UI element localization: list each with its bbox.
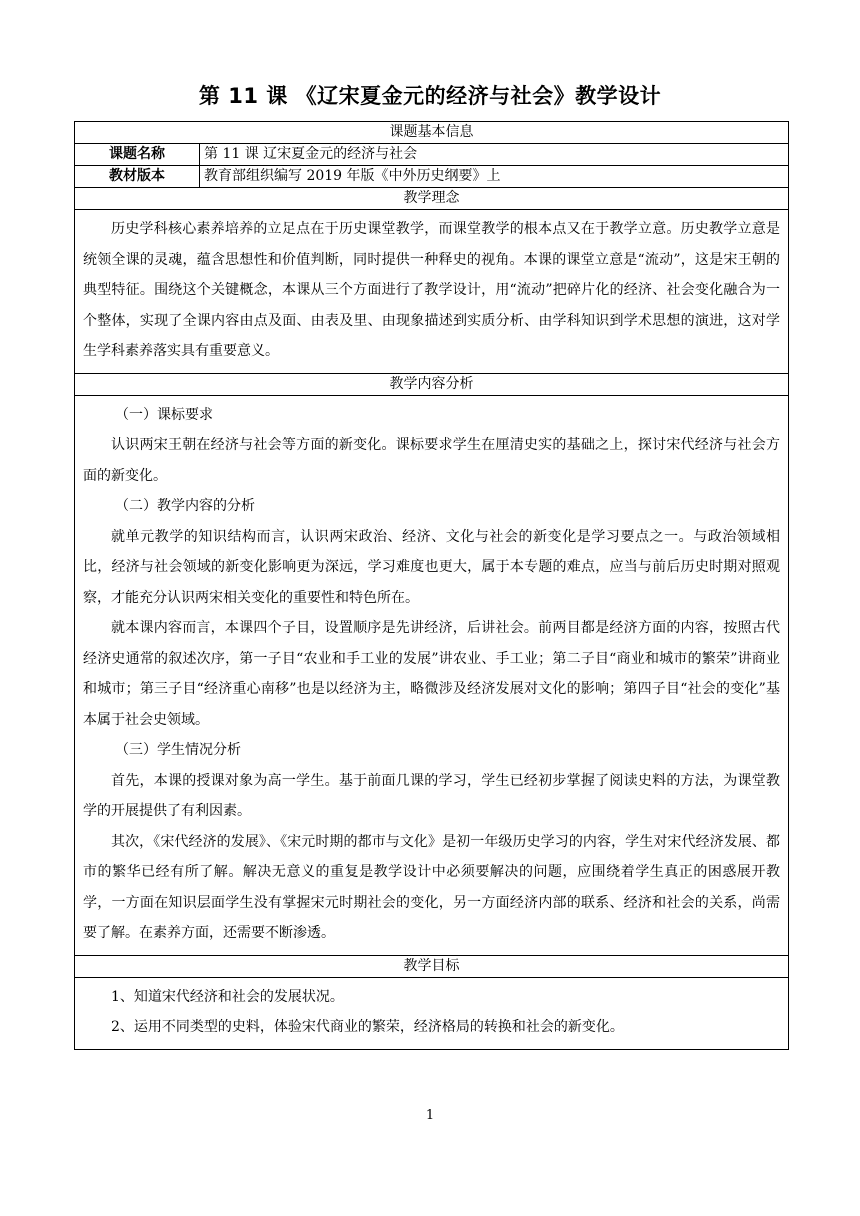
paragraph: 其次，《宋代经济的发展》、《宋元时期的都市与文化》是初一年级历史学习的内容，学生对宋代经济发展、都市的繁华已经有所了解。解决无意义的重复是教学设计中必须要解决的问题，应围绕着学生真正的困惑展开教学，一方面在知识层面学生没有掌握宋元时期社会的变化，另一方面经济内部的联系、经济和社会的关系，尚需要了解。在素养方面，还需要不断渗透。	[83, 833, 780, 941]
philosophy-paragraph: 历史学科核心素养培养的立足点在于历史课堂教学，而课堂教学的根本点又在于教学立意。历史教学立意是统领全课的灵魂，蕴含思想性和价值判断，同时提供一种释史的视角。本课的课堂立意是“流动”，这是宋王朝的典型特征。围绕这个关键概念，本课从三个方面进行了教学设计，用“流动”把碎片化的经济、社会变化融合为一个整体，实现了全课内容由点及面、由表及里、由现象描述到实质分析、由学科知识到学术思想的演进，这对学生学科素养落实具有重要意义。	[83, 221, 780, 359]
objective-item: 2、运用不同类型的史料，体验宋代商业的繁荣，经济格局的转换和社会的新变化。	[111, 1019, 624, 1035]
page-number: 1	[425, 1108, 435, 1123]
lesson-plan-table	[74, 121, 789, 1050]
objectives-header: 教学目标	[75, 955, 789, 977]
objectives-cell	[75, 977, 789, 1049]
lesson-name-value: 第 11 课 辽宋夏金元的经济与社会	[200, 144, 789, 166]
paragraph: 就本课内容而言，本课四个子目，设置顺序是先讲经济，后讲社会。前两目都是经济方面的内容，按照古代经济史通常的叙述次序，第一子目“农业和手工业的发展”讲农业、手工业；第二子目“商业和城市的繁荣”讲商业和城市；第三子目“经济重心南移”也是以经济为主，略微涉及经济发展对文化的影响；第四子目“社会的变化”基本属于社会史领域。	[83, 620, 780, 728]
paragraph: 首先，本课的授课对象为高一学生。基于前面几课的学习，学生已经初步掌握了阅读史料的方法，为课堂教学的开展提供了有利因素。	[83, 772, 780, 819]
lesson-name-label: 课题名称	[75, 144, 200, 166]
document-title: 第 11 课 《辽宋夏金元的经济与社会》教学设计	[198, 84, 662, 108]
subsection-heading: （一）课标要求	[115, 406, 213, 423]
subsection-heading: （二）教学内容的分析	[115, 498, 255, 514]
subsection-heading: （三）学生情况分析	[115, 742, 241, 758]
textbook-version-value: 教育部组织编写 2019 年版《中外历史纲要》上	[200, 166, 789, 188]
philosophy-cell	[75, 210, 789, 374]
content-analysis-cell	[75, 395, 789, 955]
content-analysis-header: 教学内容分析	[75, 373, 789, 395]
paragraph: 认识两宋王朝在经济与社会等方面的新变化。课标要求学生在厘清史实的基础之上，探讨宋代经济与社会方面的新变化。	[83, 437, 780, 484]
basic-info-header: 课题基本信息	[75, 122, 789, 144]
objective-item: 1、知道宋代经济和社会的发展状况。	[111, 988, 344, 1005]
paragraph: 就单元教学的知识结构而言，认识两宋政治、经济、文化与社会的新变化是学习要点之一。与政治领域相比，经济与社会领域的新变化影响更为深远，学习难度也更大，属于本专题的难点，应当与前后历史时期对照观察，才能充分认识两宋相关变化的重要性和特色所在。	[83, 528, 780, 606]
textbook-version-label: 教材版本	[75, 166, 200, 188]
philosophy-header: 教学理念	[75, 188, 789, 210]
